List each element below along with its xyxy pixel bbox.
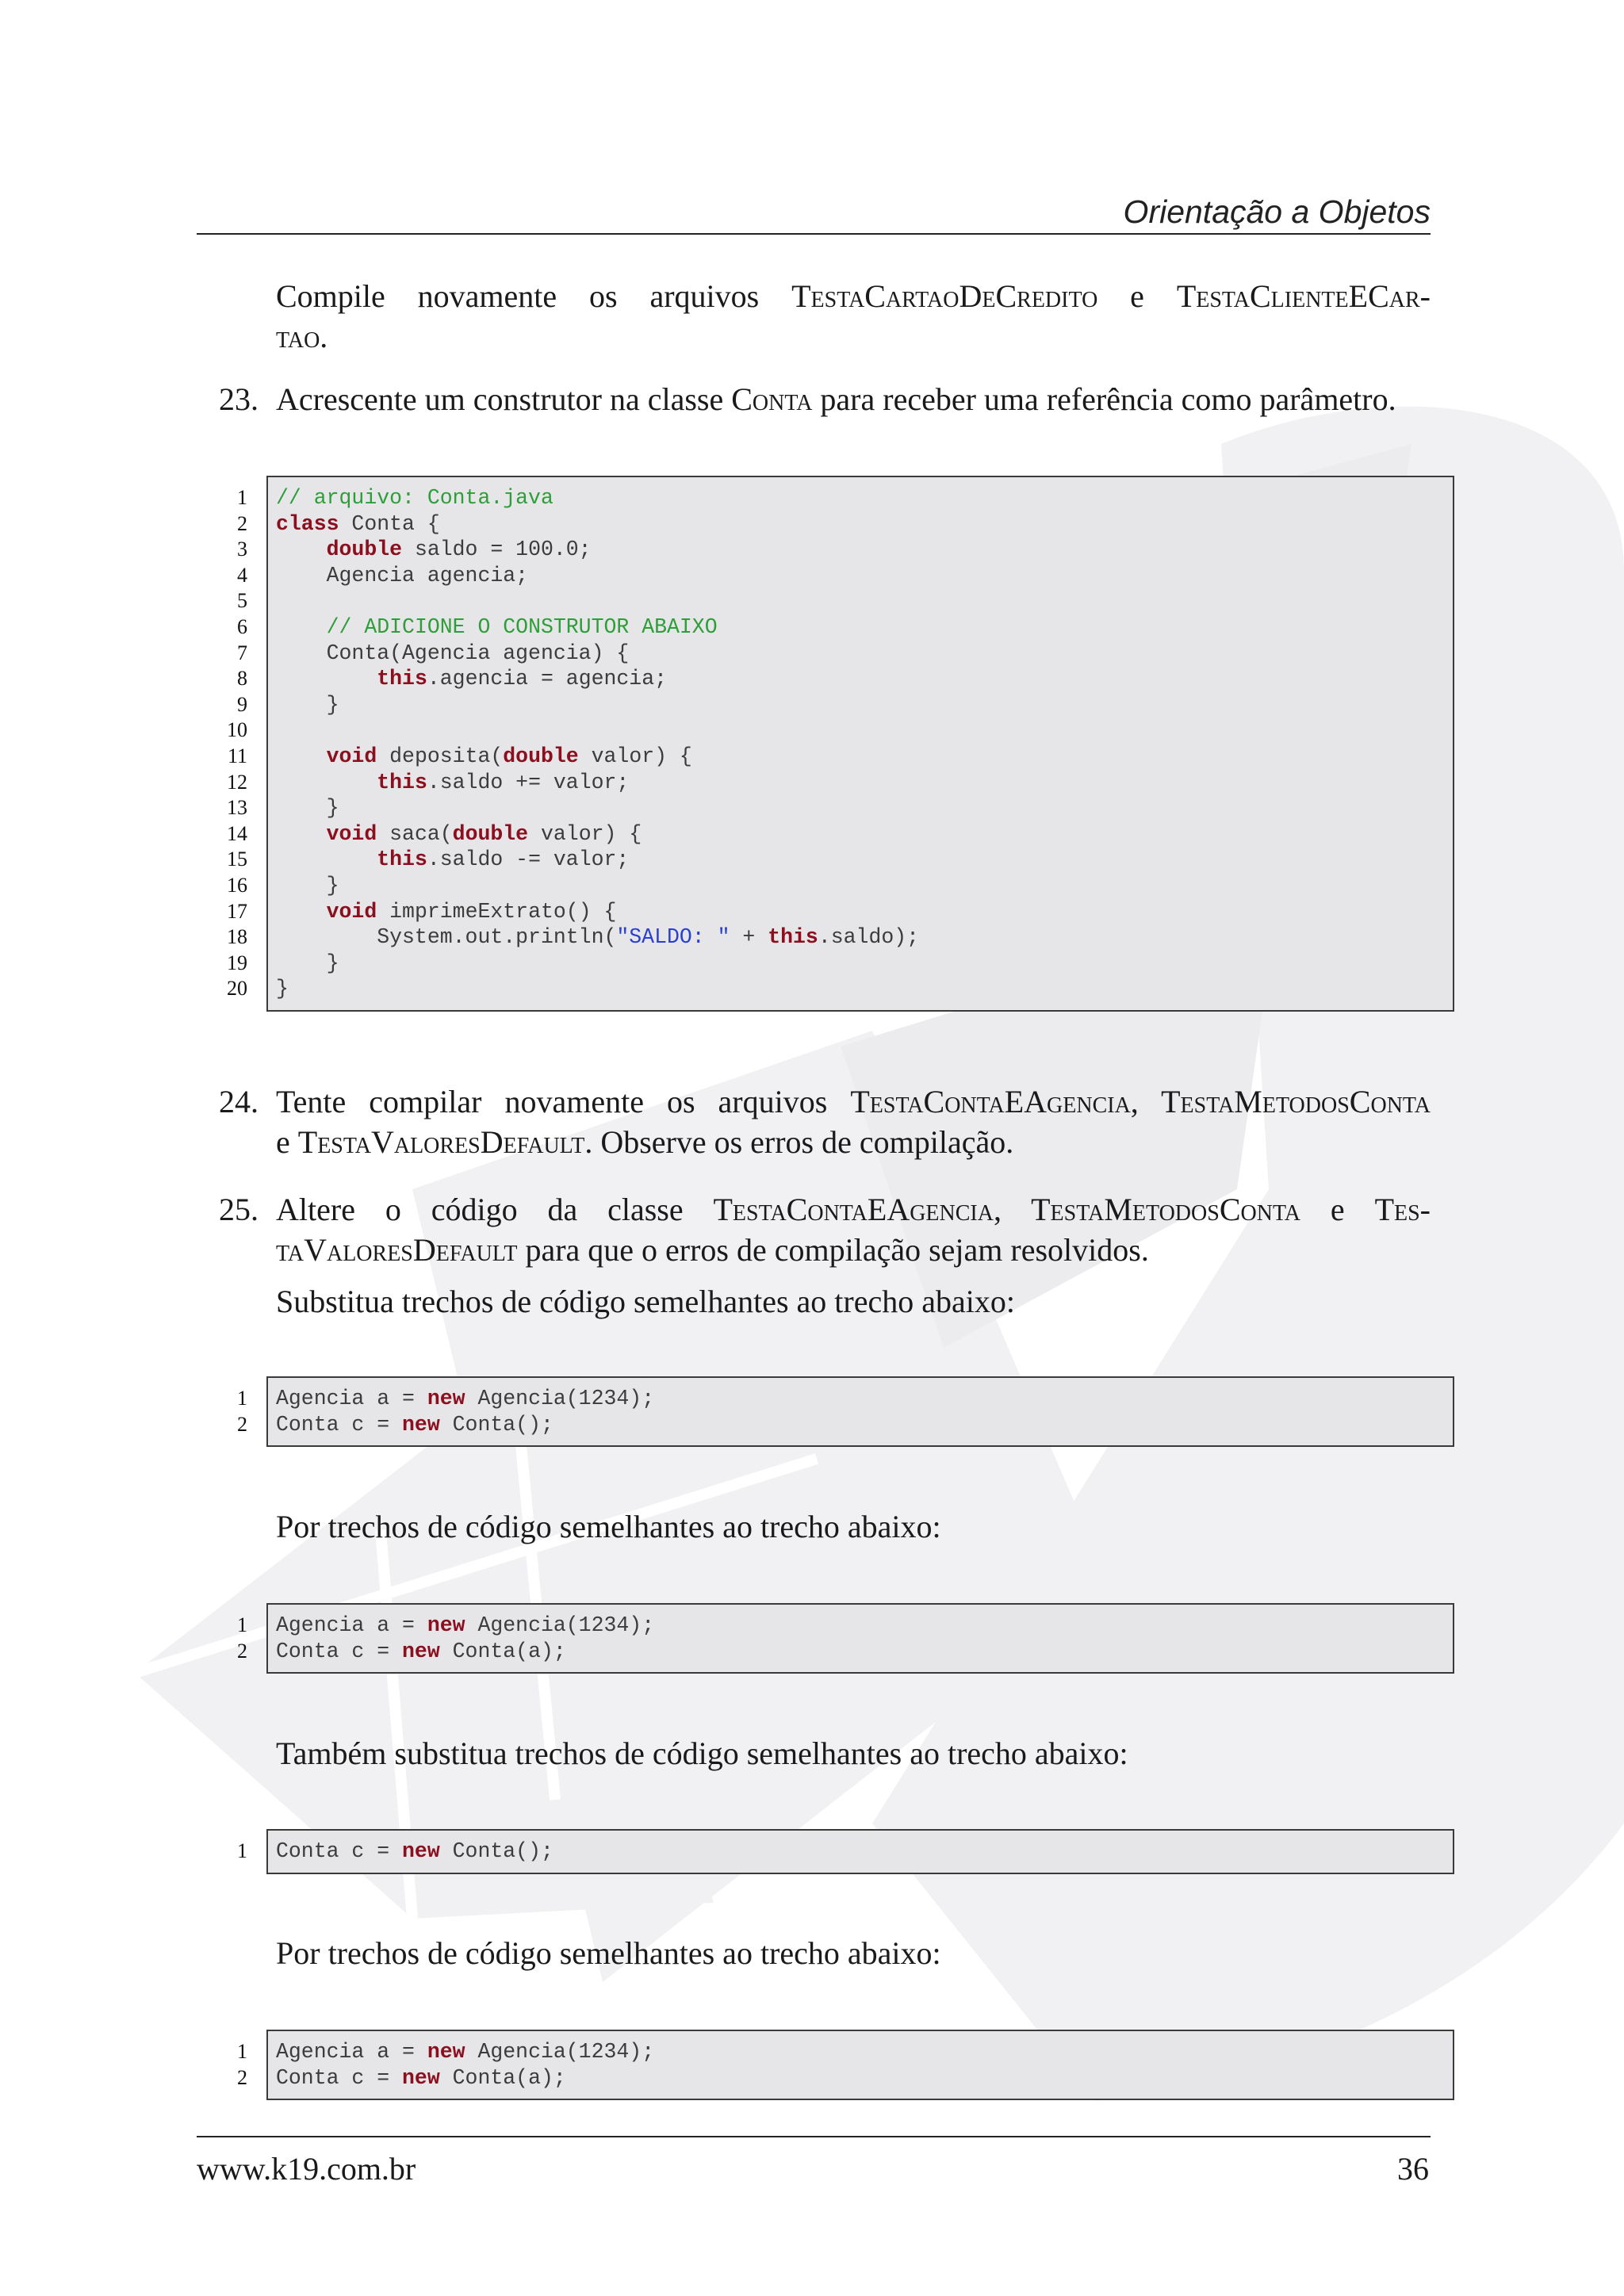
list-item-number: 23. xyxy=(219,381,259,417)
line-number: 17 xyxy=(227,899,247,923)
code-line: Conta(Agencia agencia) { xyxy=(276,641,630,665)
code-box xyxy=(266,476,1454,1012)
line-number: 1 xyxy=(237,2040,247,2063)
line-number: 14 xyxy=(227,821,247,845)
body-paragraph: Por trechos de código semelhantes ao trecho abaixo: xyxy=(276,1935,941,1971)
code-line: Agencia agencia; xyxy=(276,563,529,587)
code-line: System.out.println("SALDO: " + this.saldo); xyxy=(276,925,920,950)
body-paragraph: Por trechos de código semelhantes ao trecho abaixo: xyxy=(276,1509,941,1544)
code-line: double saldo = 100.0; xyxy=(326,538,592,562)
list-item-text: Altere o código da classe TestaContaEAgencia, TestaMetodosConta e Tes- taValoresDefault para que o erros de compilação sejam resolvidos. xyxy=(276,1192,1431,1268)
line-number: 2 xyxy=(237,511,247,535)
running-header-title: Orientação a Objetos xyxy=(1123,193,1431,230)
file-name-continued: tao. xyxy=(276,319,328,354)
code-line: class Conta { xyxy=(276,511,440,536)
line-number: 16 xyxy=(227,873,247,897)
code-line: // ADICIONE O CONSTRUTOR ABAIXO xyxy=(326,614,718,639)
intro-paragraph xyxy=(276,276,1431,357)
line-number: 18 xyxy=(227,925,247,949)
code-line: // arquivo: Conta.java xyxy=(276,486,553,510)
list-item-text: Tente compilar novamente os arquivos TestaContaEAgencia, TestaMetodosConta e TestaValoresDefault. Observe os erros de compilação. xyxy=(276,1084,1431,1160)
line-number: 1 xyxy=(237,486,247,509)
code-box xyxy=(266,2030,1454,2100)
code-box xyxy=(266,1603,1454,1674)
code-line: } xyxy=(276,951,339,975)
code-line: void deposita(double valor) { xyxy=(326,744,692,768)
body-paragraph: Também substitua trechos de código semelhantes ao trecho abaixo: xyxy=(276,1735,1128,1771)
line-number: 15 xyxy=(227,848,247,871)
code-line: Conta c = new Conta(); xyxy=(276,1839,553,1863)
footer-url[interactable]: www.k19.com.br xyxy=(197,2151,416,2187)
code-line: void saca(double valor) { xyxy=(326,821,642,846)
file-name: TestaClienteECar- xyxy=(1176,278,1431,314)
line-number: 1 xyxy=(237,1839,247,1862)
body-paragraph: Substitua trechos de código semelhantes ao trecho abaixo: xyxy=(276,1284,1015,1319)
code-line: } xyxy=(276,692,339,717)
code-line xyxy=(276,718,1445,744)
code-line: Agencia a = new Agencia(1234); xyxy=(276,1613,655,1637)
code-line: this.agencia = agencia; xyxy=(377,667,668,691)
code-line: Conta c = new Conta(); xyxy=(276,1412,553,1437)
page-number: 36 xyxy=(1397,2151,1429,2187)
line-number: 3 xyxy=(237,538,247,561)
code-line: void imprimeExtrato() { xyxy=(326,899,617,924)
line-number: 11 xyxy=(227,744,247,767)
list-item-text: Acrescente um construtor na classe Conta para receber uma referência como parâmetro. xyxy=(276,381,1396,417)
line-numbers xyxy=(208,1386,247,1437)
line-number: 1 xyxy=(237,1387,247,1410)
line-number: 2 xyxy=(237,2065,247,2089)
line-number: 2 xyxy=(237,1412,247,1436)
list-item-number: 24. xyxy=(219,1084,259,1119)
code-line: Agencia a = new Agencia(1234); xyxy=(276,1387,655,1410)
line-number: 6 xyxy=(237,614,247,638)
intro-conjunction: e xyxy=(1097,278,1177,314)
line-number: 5 xyxy=(237,589,247,613)
line-numbers xyxy=(208,1839,247,1865)
line-number: 9 xyxy=(237,692,247,716)
line-number: 8 xyxy=(237,667,247,691)
line-number: 10 xyxy=(227,718,247,742)
line-numbers xyxy=(208,2039,247,2091)
file-name: TestaCartaoDeCredito xyxy=(791,278,1098,314)
code-line: this.saldo -= valor; xyxy=(377,848,630,872)
line-number: 12 xyxy=(227,770,247,794)
header-rule xyxy=(197,233,1431,235)
code-box xyxy=(266,1829,1454,1874)
footer-rule xyxy=(197,2136,1431,2137)
list-item-number: 25. xyxy=(219,1192,259,1227)
code-line xyxy=(276,588,1445,614)
code-line: } xyxy=(276,977,289,1001)
line-number: 4 xyxy=(237,563,247,587)
code-line: } xyxy=(276,873,339,897)
code-line: Conta c = new Conta(a); xyxy=(276,1639,566,1663)
line-number: 20 xyxy=(227,977,247,1001)
line-number: 7 xyxy=(237,641,247,664)
line-number: 19 xyxy=(227,951,247,974)
line-number: 1 xyxy=(237,1613,247,1636)
line-numbers xyxy=(208,485,247,1002)
intro-text: Compile novamente os arquivos xyxy=(276,278,792,314)
code-line: this.saldo += valor; xyxy=(377,770,630,794)
code-line: } xyxy=(276,796,339,821)
line-number: 13 xyxy=(227,796,247,820)
line-numbers xyxy=(208,1613,247,1664)
code-line: Conta c = new Conta(a); xyxy=(276,2065,566,2090)
code-box xyxy=(266,1376,1454,1447)
code-line: Agencia a = new Agencia(1234); xyxy=(276,2040,655,2064)
line-number: 2 xyxy=(237,1639,247,1663)
